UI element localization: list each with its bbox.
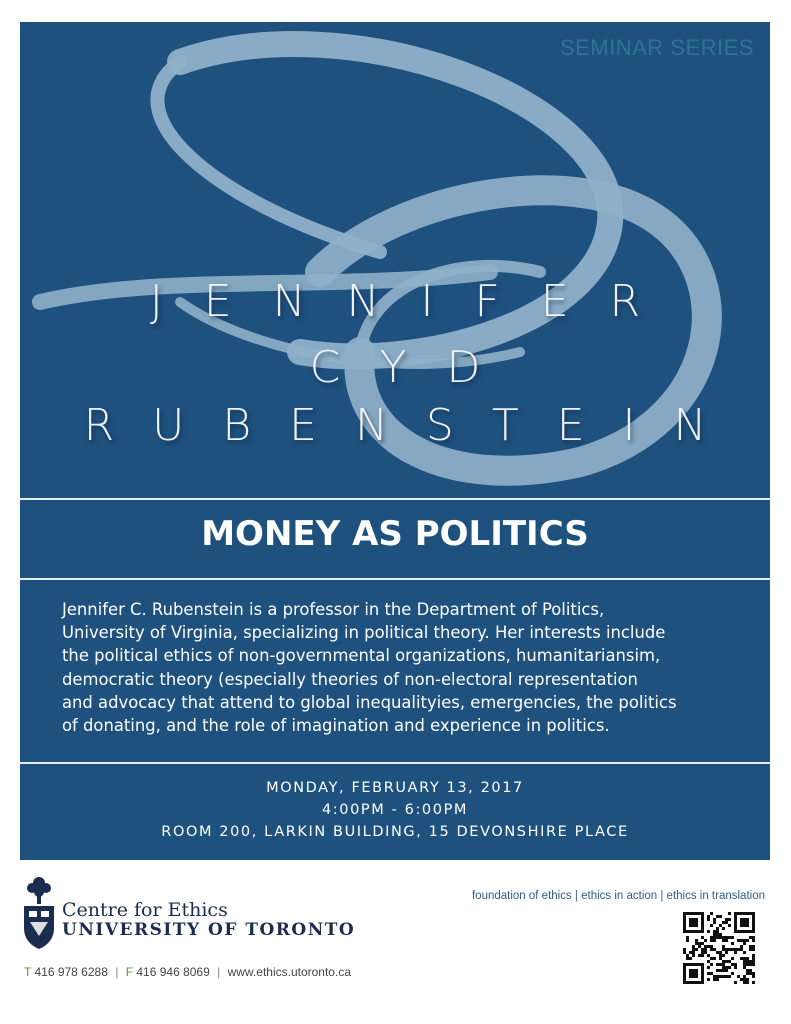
website-link[interactable]: www.ethics.utoronto.ca: [227, 965, 351, 979]
talk-title: MONEY AS POLITICS: [201, 514, 589, 554]
divider-top: [20, 498, 770, 500]
fax-prefix: F: [125, 965, 134, 979]
speaker-first-name: JENNIFER: [149, 276, 682, 327]
university-crest-icon: [20, 876, 58, 950]
event-location: ROOM 200, LARKIN BUILDING, 15 DEVONSHIRE PLACE: [161, 824, 629, 840]
series-label: SEMINAR SERIES: [559, 35, 754, 60]
qr-code-icon: [680, 912, 764, 984]
phone-prefix: T: [24, 965, 32, 979]
contact-line: [24, 965, 351, 979]
poster-panel: [20, 22, 770, 860]
divider-middle: [20, 578, 770, 580]
university-name: UNIVERSITY OF TORONTO: [62, 920, 356, 940]
separator: |: [217, 965, 221, 979]
fax-number: 416 946 8069: [136, 965, 210, 979]
divider-bottom: [20, 762, 770, 764]
separator: |: [115, 965, 119, 979]
speaker-last-name: RUBENSTEIN: [83, 400, 745, 451]
speaker-middle-name: CYD: [309, 342, 521, 393]
event-time: 4:00PM - 6:00PM: [321, 802, 469, 818]
event-date: MONDAY, FEBRUARY 13, 2017: [266, 780, 524, 796]
phone-number: 416 978 6288: [34, 965, 108, 979]
centre-name: Centre for Ethics: [62, 899, 228, 921]
tagline: foundation of ethics | ethics in action | ethics in translation: [471, 890, 765, 902]
speaker-bio: Jennifer C. Rubenstein is a professor in the Department of Politics, University of Virginia, specializing in political theory. Her interests include the political ethics of non-governmental organizations, humanitariansim, democratic theory (especially theories of non-electoral representation and advocacy that attend to global inequalityies, emergencies, the politics of donating, and the role of imagination and experience in politics.: [62, 600, 677, 736]
